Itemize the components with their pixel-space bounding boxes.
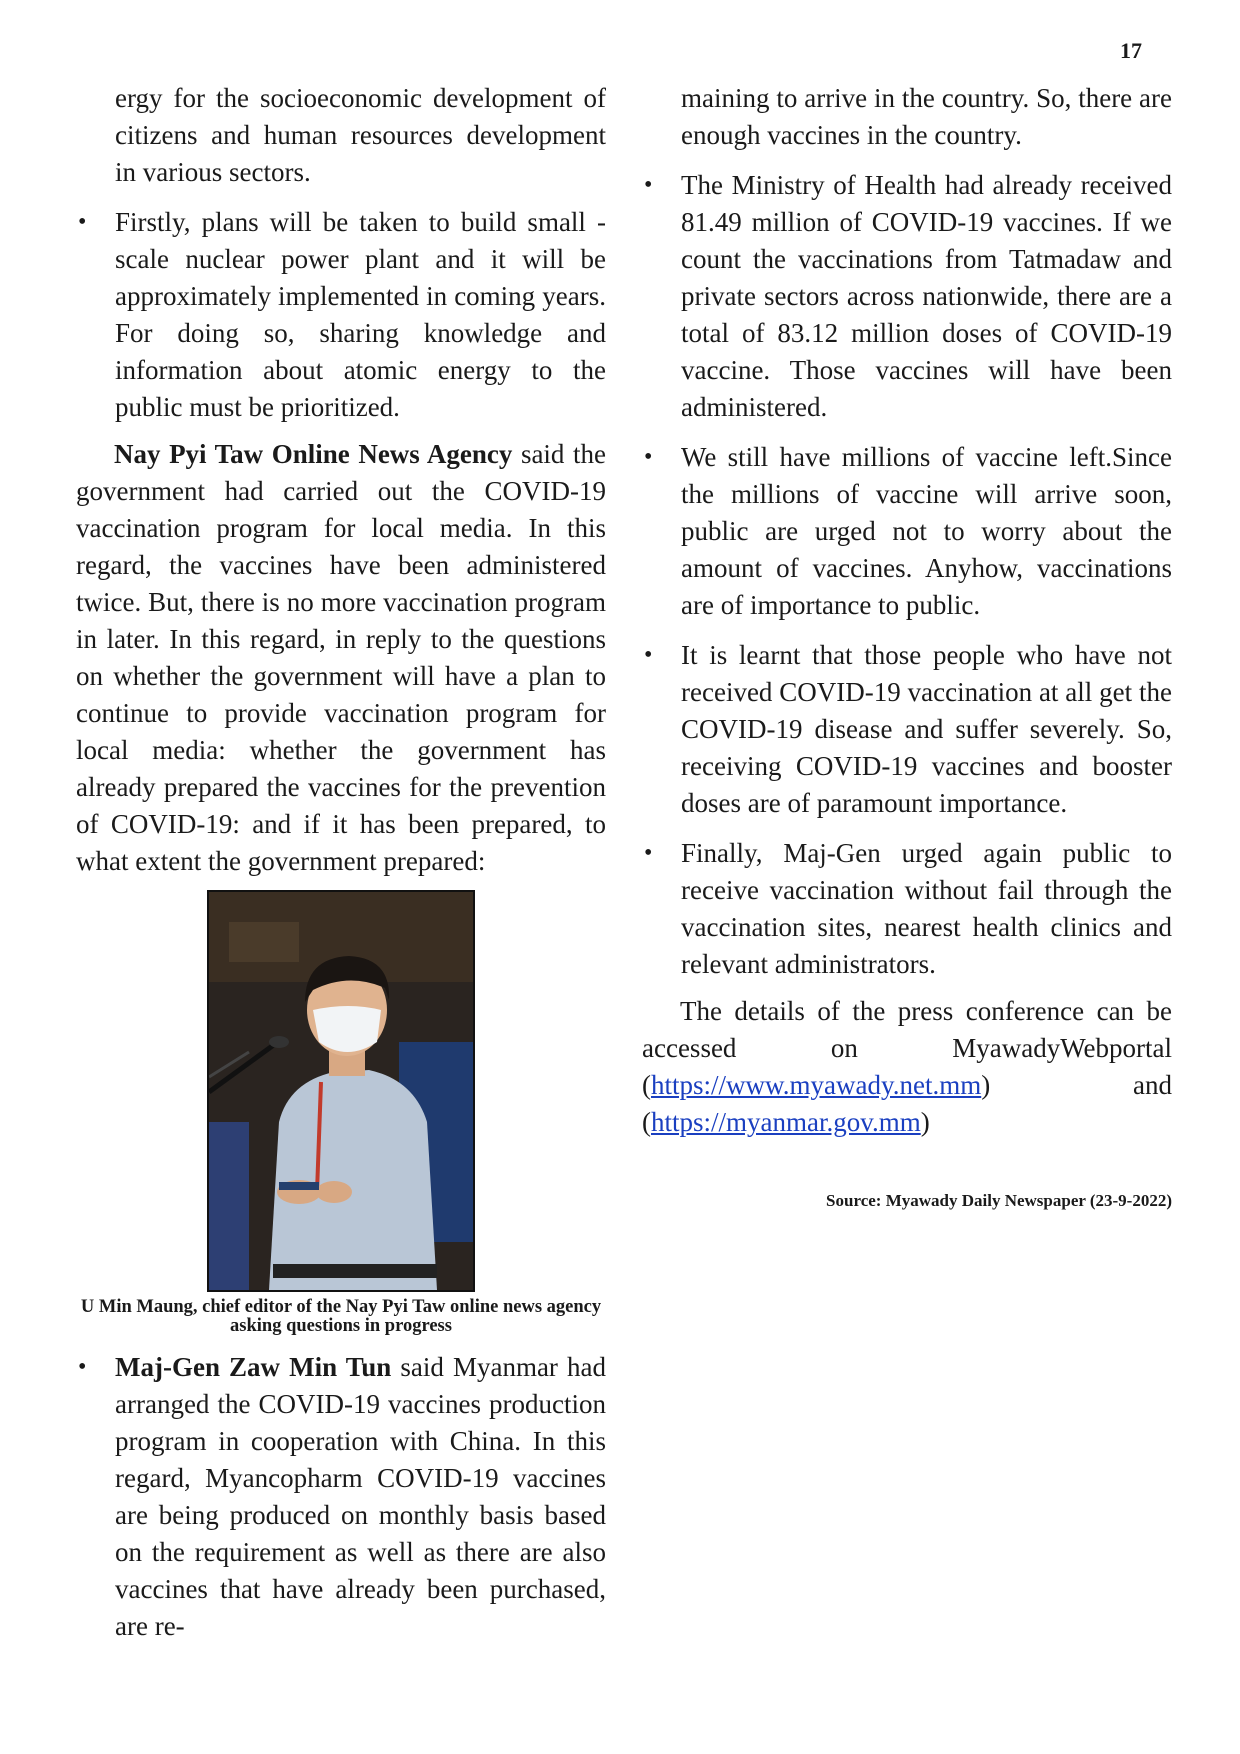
closing-paragraph [642,993,1172,1141]
bullet-list-right [642,167,1172,983]
bullet-ministry-vaccines: • The Ministry of Health had already received 81.49 million of COVID-19 vaccines. If we count the vaccinations from Tatmadaw and private sectors across nationwide, there are a total of 83.12 million doses of COVID-19 vaccine. Those vaccines will have been administered. [681,167,1172,426]
bullet-list-top [76,204,606,426]
bullet-vaccines-left: • We still have millions of vaccine left.Since the millions of vaccine will arrive soon, public are urged not to worry about the amount of vaccines. Anyhow, vaccinations are of importance to public. [681,439,1172,624]
and-text: ) and ( [642,1070,1172,1137]
myawady-link[interactable]: https://www.myawady.net.mm [651,1070,982,1100]
press-photo [207,890,475,1292]
close-paren: ) [920,1107,930,1137]
continued-text: ergy for the socioeconomic development of citizens and human resources development in various sectors. [115,83,606,187]
bullet-nuclear-plan: • Firstly, plans will be taken to build small -scale nuclear power plant and it will be approximately implemented in coming years. For doing so, sharing knowledge and information about atomic energy to the public must be prioritized. [115,204,606,426]
page-number: 17 [1120,38,1142,63]
photo-caption: U Min Maung, chief editor of the Nay Pyi Taw online news agency asking questions in progress [80,1297,602,1336]
agency-paragraph-text: said the government had carried out the COVID-19 vaccination program for local media. In this regard, the vaccines have been administered twice. But, there is no more vaccination program in later. In this regard, in reply to the questions on whether the government will have a plan to continue to provide vaccination program for local media: whether the government has already prepared the vaccines for the prevention of COVID-19: and if it has been prepared, to what extent the government prepared: [76,439,606,876]
bullet-maj-gen [115,1349,606,1645]
left-column [76,80,606,1645]
myanmar-gov-link[interactable]: https://myanmar.gov.mm [651,1107,921,1137]
agency-name: Nay Pyi Taw Online News Agency [114,439,513,469]
source-credit: Source: Myawady Daily Newspaper (23-9-2022) [826,1191,1172,1210]
bullet-unvaccinated-risk: • It is learnt that those people who have not received COVID-19 vaccination at all get the COVID-19 disease and suffer severely. So, receiving COVID-19 vaccines and booster doses are of paramount importance. [681,637,1172,822]
closing-text: The details of the press conference can be accessed on MyawadyWebportal ( [642,996,1172,1100]
bullet-final-urge: • Finally, Maj-Gen urged again public to receive vaccination without fail through the vaccination sites, nearest health clinics and relevant administrators. [681,835,1172,983]
paragraph-news-agency [76,436,606,880]
maj-gen-text: said Myanmar had arranged the COVID-19 vaccines production program in cooperation with China. In this regard, Myancopharm COVID-19 vaccines are being produced on monthly basis based on the requirement as well as there are also vaccines that have already been purchased, are re- [115,1352,606,1641]
continued-text-right: maining to arrive in the country. So, there are enough vaccines in the country. [681,83,1172,150]
bullet-list-bottom [76,1349,606,1645]
photo-illustration [209,892,473,1290]
right-column [642,80,1172,1211]
maj-gen-name: Maj-Gen Zaw Min Tun [115,1352,392,1382]
